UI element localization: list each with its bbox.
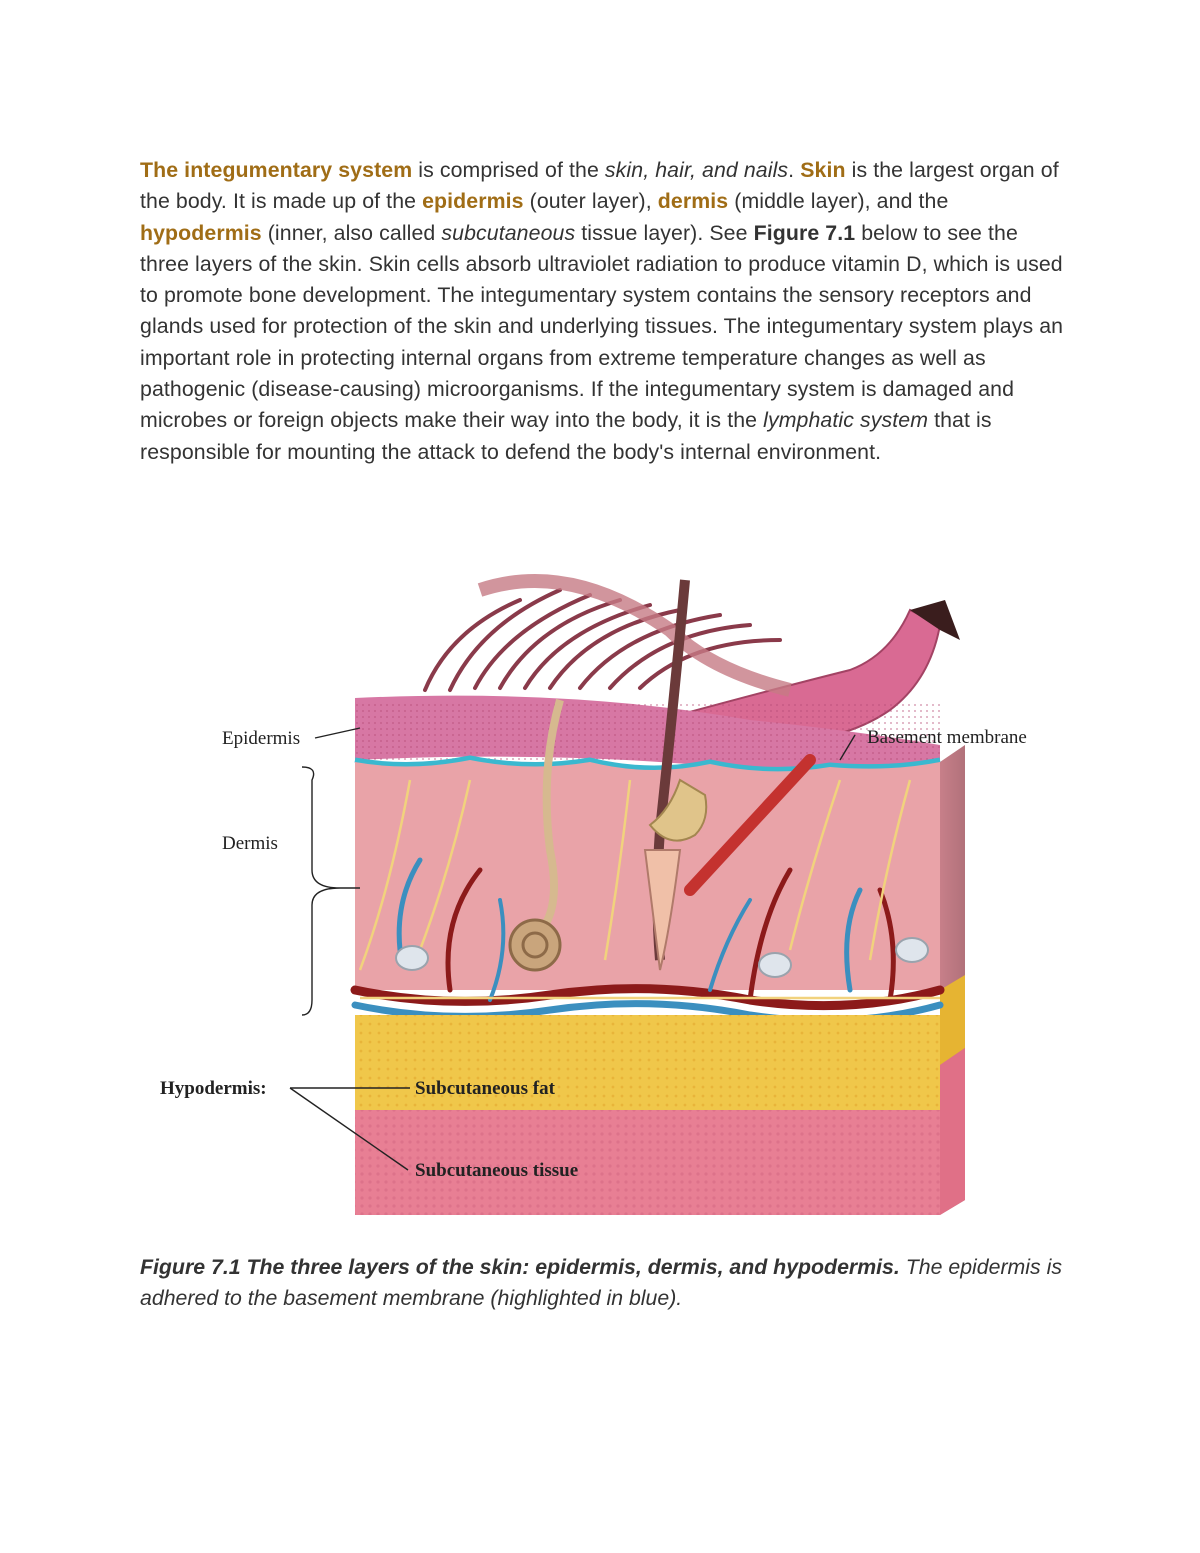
corpuscle (396, 946, 428, 970)
corpuscle (896, 938, 928, 962)
term-epidermis: epidermis (422, 189, 524, 214)
corpuscle (759, 953, 791, 977)
label-dermis: Dermis (222, 833, 278, 854)
label-hypodermis: Hypodermis: (160, 1078, 267, 1099)
text-run-italic: lymphatic system (763, 408, 929, 433)
text-run: (middle layer), and the (728, 189, 949, 214)
label-subcutaneous-tissue: Subcutaneous tissue (415, 1160, 579, 1181)
caption-text: The epidermis is adhered to the basement membrane (highlighted in blue). (140, 1255, 1062, 1310)
text-run: . (788, 158, 801, 182)
figure-caption (140, 1252, 1065, 1314)
skin-layers-figure (150, 570, 1055, 1220)
text-run: (outer layer), (523, 189, 658, 214)
term-integumentary-system: The integumentary system (140, 158, 413, 182)
text-run: (inner, also called (261, 220, 442, 245)
term-hypodermis: hypodermis (140, 220, 262, 245)
text-run: is comprised of the (412, 158, 605, 182)
term-dermis: dermis (657, 189, 729, 214)
text-run-italic: subcutaneous (441, 220, 576, 245)
label-subcutaneous-fat: Subcutaneous fat (415, 1078, 555, 1099)
text-run: below to see the three layers of the skin. Skin cells absorb ultraviolet radiation to produce vitamin D, which is used to promote bone development. The integumentary system contains the sensory receptors and glands used for protection of the skin and underlying tissues. The integumentary system plays an important role in protecting internal organs from extreme temperature changes as well as pathogenic (disease-causing) microorganisms. If the integumentary system is damaged and microbes or foreign objects make their way into the body, it is the (140, 220, 1064, 433)
label-basement-membrane: Basement membrane (867, 727, 1027, 748)
text-run: that is responsible for mounting the attack to defend the body's internal environment. (140, 408, 992, 464)
caption-title: Figure 7.1 The three layers of the skin: epidermis, dermis, and hypodermis. (140, 1255, 900, 1279)
text-run: tissue layer). See (575, 220, 754, 245)
text-run: is the largest organ of the body. It is made up of the (140, 158, 1059, 214)
sweat-gland (510, 920, 560, 970)
label-epidermis: Epidermis (222, 728, 301, 749)
text-run-italic: skin, hair, and nails (604, 158, 789, 182)
figure-reference: Figure 7.1 (753, 220, 856, 245)
term-skin: Skin (800, 158, 846, 182)
intro-paragraph (140, 155, 1065, 468)
skin-cross-section-illustration (150, 570, 1055, 1220)
